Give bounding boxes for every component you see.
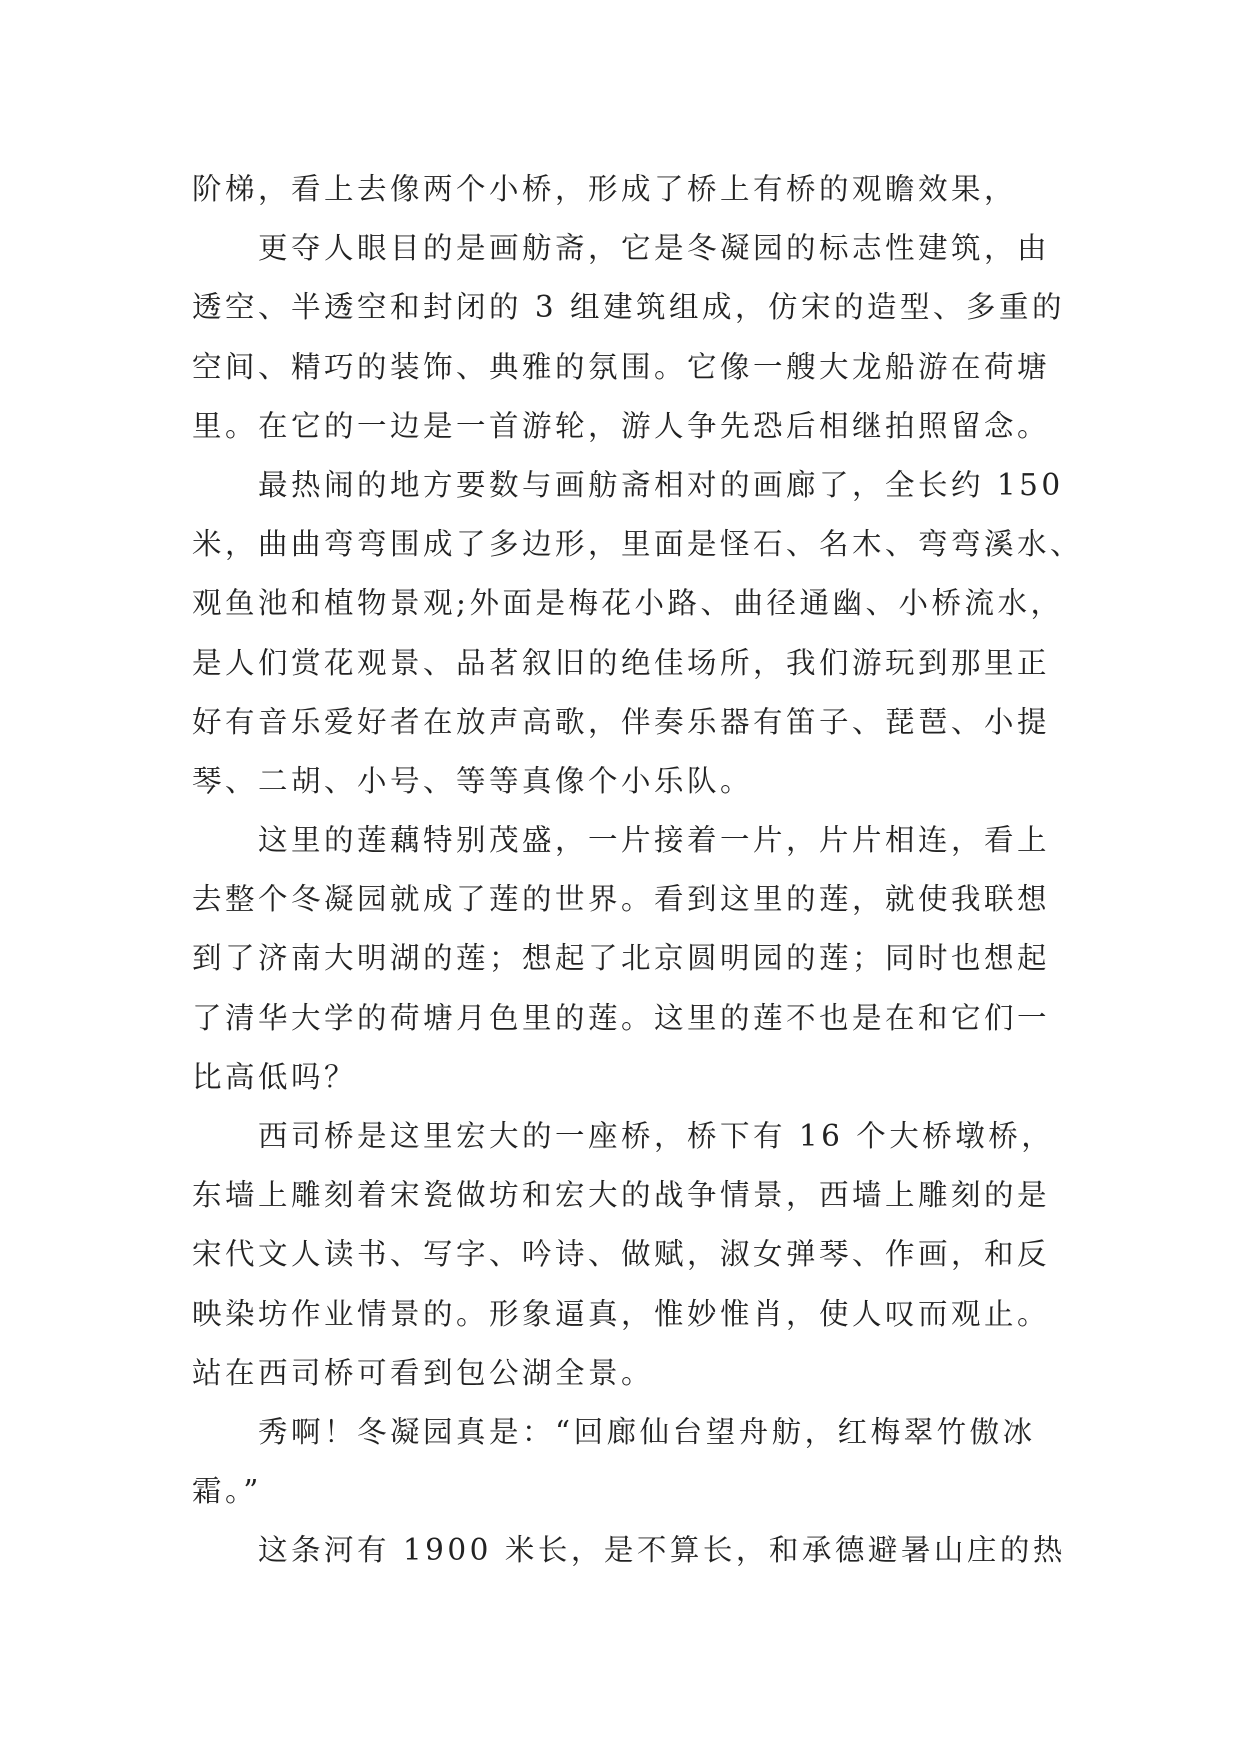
text-line: 宋代文人读书、写字、吟诗、做赋，淑女弹琴、作画，和反 (192, 1237, 1051, 1272)
text-line: 这里的莲藕特别茂盛，一片接着一片，片片相连，看上 (258, 823, 1051, 858)
text-line: 这条河有 1900 米长，是不算长，和承德避暑山庄的热 (258, 1533, 1066, 1568)
text-line: 站在西司桥可看到包公湖全景。 (192, 1355, 655, 1390)
text-line: 到了济南大明湖的莲；想起了北京圆明园的莲；同时也想起 (192, 941, 1051, 976)
text-line: 秀啊！冬凝园真是：“回廊仙台望舟舫，红梅翠竹傲冰 (258, 1414, 1036, 1449)
text-line: 琴、二胡、小号、等等真像个小乐队。 (192, 763, 754, 798)
text-line: 米，曲曲弯弯围成了多边形，里面是怪石、名木、弯弯溪水、 (192, 527, 1084, 562)
text-line: 了清华大学的荷塘月色里的莲。这里的莲不也是在和它们一 (192, 1000, 1051, 1035)
text-line: 观鱼池和植物景观;外面是梅花小路、曲径通幽、小桥流水， (192, 586, 1064, 621)
text-line: 霜。” (192, 1474, 262, 1509)
body-text (192, 160, 1084, 1581)
text-line: 好有音乐爱好者在放声高歌，伴奏乐器有笛子、琵琶、小提 (192, 704, 1051, 739)
text-line: 透空、半透空和封闭的 3 组建筑组成，仿宋的造型、多重的 (192, 290, 1066, 325)
text-line: 最热闹的地方要数与画舫斋相对的画廊了，全长约 150 (258, 467, 1064, 502)
text-line: 映染坊作业情景的。形象逼真，惟妙惟肖，使人叹而观止。 (192, 1296, 1051, 1331)
text-line: 西司桥是这里宏大的一座桥，桥下有 16 个大桥墩桥， (258, 1119, 1055, 1153)
text-line: 阶梯，看上去像两个小桥，形成了桥上有桥的观瞻效果， (192, 172, 1018, 206)
text-line: 东墙上雕刻着宋瓷做坊和宏大的战争情景，西墙上雕刻的是 (192, 1178, 1051, 1213)
text-line: 去整个冬凝园就成了莲的世界。看到这里的莲，就使我联想 (192, 882, 1051, 917)
text-line: 里。在它的一边是一首游轮，游人争先恐后相继拍照留念。 (192, 408, 1051, 443)
text-line: 是人们赏花观景、品茗叙旧的绝佳场所，我们游玩到那里正 (192, 645, 1051, 680)
text-line: 空间、精巧的装饰、典雅的氛围。它像一艘大龙船游在荷塘 (192, 349, 1051, 384)
text-line: 更夺人眼目的是画舫斋，它是冬凝园的标志性建筑，由 (258, 231, 1051, 266)
text-line: 比高低吗？ (192, 1059, 358, 1094)
